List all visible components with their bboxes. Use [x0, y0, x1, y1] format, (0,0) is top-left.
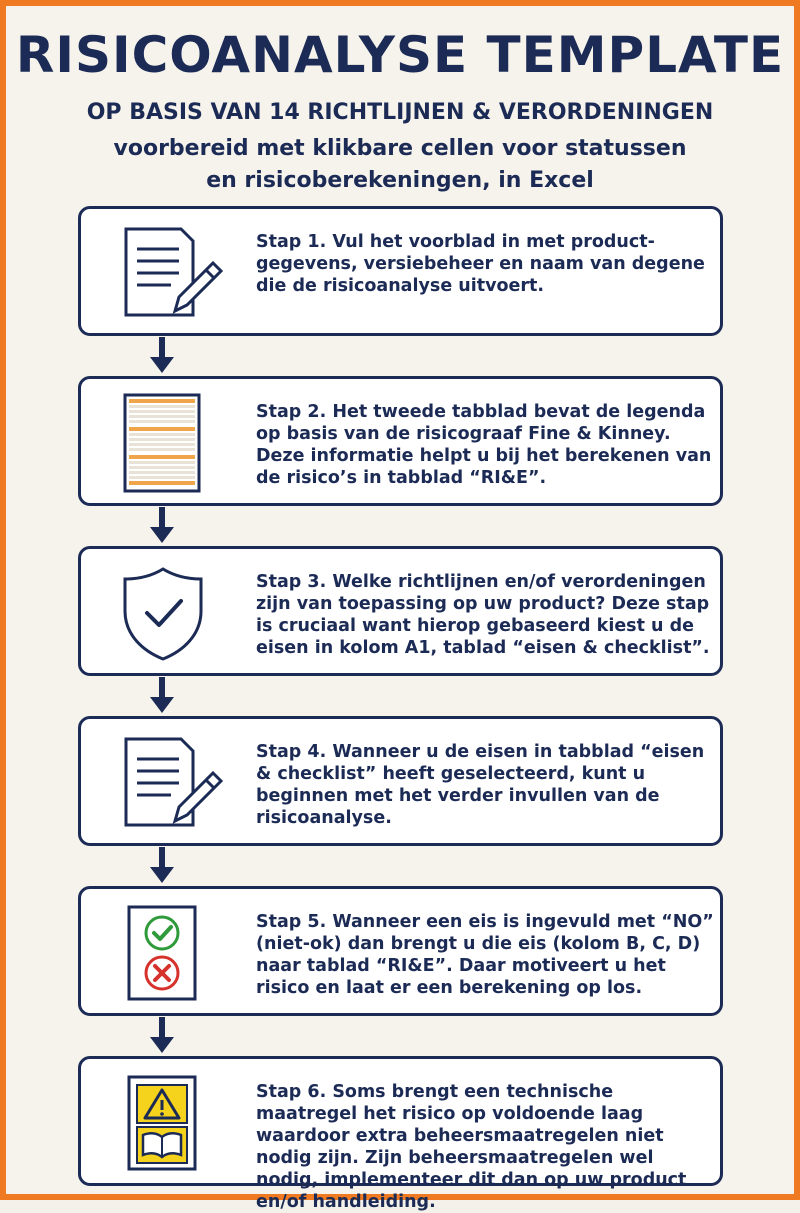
step-card-3 — [78, 546, 723, 676]
arrow-down-icon — [150, 337, 174, 375]
step-card-1 — [78, 206, 723, 336]
step-text-3: Stap 3. Welke richtlijnen en/of verordeningen zijn van toepassing op uw product? Deze stap is cruciaal want hierop gebaseerd kiest u de eisen in kolom A1, tablad “eisen & checklist”. — [256, 572, 710, 658]
step-text-4: Stap 4. Wanneer u de eisen in tabblad “eisen & checklist” heeft geselecteerd, kunt u beginnen met het verder invullen van de risicoanalyse. — [256, 742, 705, 828]
description-line-2: en risicoberekeningen, in Excel — [206, 168, 594, 193]
warning-manual-icon — [121, 1073, 207, 1169]
check-cross-icon — [121, 903, 207, 999]
description-line-1: voorbereid met klikbare cellen voor statussen — [113, 136, 687, 161]
step-card-2 — [78, 376, 723, 506]
page-subtitle: OP BASIS VAN 14 RICHTLIJNEN & VERORDENINGEN — [86, 100, 714, 125]
page-title: RISICOANALYSE TEMPLATE — [15, 26, 785, 84]
step-text-6: Stap 6. Soms brengt een technische maatregel het risico op voldoende laag waardoor extra beheersmaatregelen niet nodig zijn. Zijn beheersmaatregelen wel nodig, implementeer dit dan op uw product en/of handleiding. — [256, 1082, 687, 1212]
arrow-down-icon — [150, 677, 174, 715]
step-card-5 — [78, 886, 723, 1016]
step-text-5: Stap 5. Wanneer een eis is ingevuld met “NO” (niet-ok) dan brengt u die eis (kolom B, C, D) naar tablad “RI&E”. Daar motiveert u het risico en laat er een berekening op los. — [256, 912, 714, 998]
arrow-down-icon — [150, 847, 174, 885]
arrow-down-icon — [150, 1017, 174, 1055]
step-card-4 — [78, 716, 723, 846]
shield-check-icon — [121, 563, 207, 659]
arrow-down-icon — [150, 507, 174, 545]
document-pencil-icon — [121, 733, 207, 829]
step-text-2: Stap 2. Het tweede tabblad bevat de legenda op basis van de risicograaf Fine & Kinney. Deze informatie helpt u bij het berekenen van de risico’s in tabblad “RI&E”. — [256, 402, 712, 488]
spreadsheet-thumbnail-icon — [121, 393, 207, 489]
document-pencil-icon — [121, 223, 207, 319]
step-text-1: Stap 1. Vul het voorblad in met product-gegevens, versiebeheer en naam van degene die de risicoanalyse uitvoert. — [256, 232, 705, 296]
step-card-6 — [78, 1056, 723, 1212]
